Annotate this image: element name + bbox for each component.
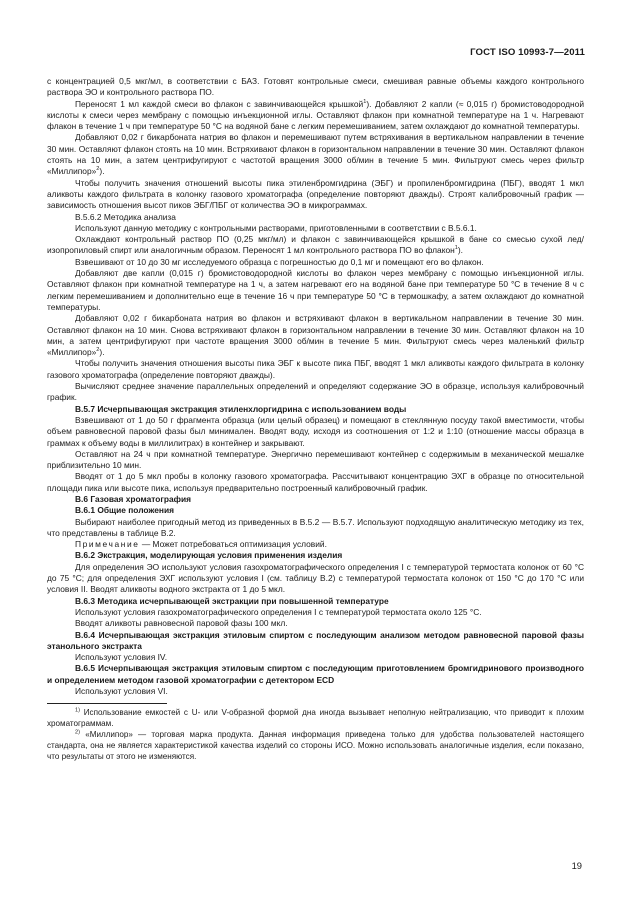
paragraph-text: Добавляют 0,02 г бикарбоната натрия во флакон и встряхивают флакон в вертикальном направлении в течение 30 мин. Оставляют флакон на 10 мин. Снова встряхивают флакон в горизонтальном направлении в течение 30 мин. Оставляют флакон на 10 мин, а затем центрифугируют при частоте вращения 3000 об/мин в течение 5 мин. Фильтруют смесь через маленький фильтр «Миллипор» xyxy=(47,313,584,358)
footnote-mark: 2) xyxy=(75,729,80,736)
paragraph-text: Добавляют 0,02 г бикарбоната натрия во флакон и перемешивают путем встряхивания в вертикальном направлении в течение 30 мин. Оставляют флакон стоять на 10 мин. Встряхивают флакон в горизонтальном направлении в течение 30 мин. Оставляют флакон стоять на 10 мин, а затем центрифугируют с частотой вращения 3000 об/мин в течение 5 мин. Фильтруют смесь через фильтр «Миллипор» xyxy=(47,132,584,177)
footnote-text: «Миллипор» — торговая марка продукта. Данная информация приведена только для удобства пользователей настоящего стандарта, она не является характеристикой качества изделий со стороны ИСО. Можно использовать аналогичные изделия, если показано, что результаты от этого не изменяются. xyxy=(47,729,584,761)
footnote-ref: 2 xyxy=(96,166,100,173)
paragraph: Используют условия VI. xyxy=(75,686,168,697)
paragraph: Для определения ЭО используют условия газохроматографического определения I с температурой термостата колонок от 60 °С до 75 °С; для определения ЭХГ используют условия I (см. таблицу В.2) с температурой термостата колонок от 150 °С до 170 °С или условия II. Вводят аликвоты водного экстракта от 1 до 5 мкл. xyxy=(47,561,584,595)
paragraph: Чтобы получить значения отношений высоты пика этиленбромгидрина (ЭБГ) и пропиленбромгидрина (ПБГ), вводят 1 мкл аликвоты каждого фильтрата в колонку газового хроматографа (определение повторяют дважды). Строят калибровочный график — зависимость отношения высот пиков ЭБГ/ПБГ от количества ЭО в микрограммах. xyxy=(47,177,584,211)
paragraph: Чтобы получить значения отношения высоты пика ЭБГ к высоте пика ПБГ, вводят 1 мкл аликвоты каждого фильтрата в колонку газового хроматографа (определение повторяют дважды). xyxy=(47,358,584,380)
footnote-mark: 1) xyxy=(75,707,80,714)
section-heading: В.6.3 Методика исчерпывающей экстракции при повышенной температуре xyxy=(75,595,389,606)
paragraph: Используют данную методику с контрольными растворами, приготовленными в соответствии с В.5.6.1. xyxy=(75,222,477,233)
paragraph: Добавляют две капли (0,015 г) бромистоводородной кислоты во флакон через мембрану с помощью инъекционной иглы. Оставляют флакон при комнатной температуре на 1 ч, а затем нагревают его на водяной бане при температуре 50 °С в течение 8 ч с легким перемешиванием и дополнительно еще в течение 16 ч при температуре 50 °С в термошкафу, а затем охлаждают до комнатной температуры. xyxy=(47,268,584,312)
paragraph-text: Охлаждают контрольный раствор ПО (0,25 мкг/мл) и флакон с завинчивающейся крышкой в бане со смесью сухой лед/изопропиловый спирт или аналогичным образом. Переносят 1 мл контрольного раствора ПО во флакон xyxy=(47,234,584,256)
paragraph: Взвешивают от 1 до 50 г фрагмента образца (или целый образец) и помещают в стеклянную посуду такой вместимости, чтобы объем равновесной паровой фазы был минимален. Вводят воду, исходя из соотношения от 1:2 и 1:10 (отношение массы образца в граммах к объему воды в миллилитрах) в контейнер и закрывают. xyxy=(47,414,584,448)
paragraph xyxy=(47,99,584,133)
section-heading: В.6.1 Общие положения xyxy=(75,505,174,516)
paragraph: Взвешивают от 10 до 30 мг исследуемого образца с погрешностью до 0,1 мг и помещают его во флакон. xyxy=(75,256,484,267)
paragraph-text: ). Добавляют 2 капли (≈ 0,015 г) бромистоводородной кислоты к смеси через мембрану с помощью инъекционной иглы. Оставляют флакон при комнатной температуре на 1 ч. Нагревают флакон в течение 1 ч при температуре 50 °С на водяной бане с легким перемешиванием, затем охлаждают до комнатной температуры. xyxy=(47,98,585,132)
paragraph: Используют условия газохроматографического определения I с температурой термостата около 125 °С. xyxy=(75,606,482,617)
paragraph: Выбирают наиболее пригодный метод из приведенных в В.5.2 — В.5.7. Используют подходящую аналитическую методику из тех, что представлены в таблице В.2. xyxy=(47,516,584,538)
paragraph-text: ). xyxy=(99,166,105,177)
section-heading: В.6.4 Исчерпывающая экстракция этиловым спиртом с последующим анализом методом равновесной паровой фазы этанольного экстракта xyxy=(47,629,584,651)
paragraph: Вводят от 1 до 5 мкл пробы в колонку газового хроматографа. Рассчитывают концентрацию ЭХГ в образце по относительной площади пика или высоте пика, используя предварительно построенный калибровочный график. xyxy=(47,471,584,493)
footnote-divider xyxy=(47,703,167,704)
paragraph: Вводят аликвоты равновесной паровой фазы 100 мкл. xyxy=(75,618,288,629)
note-text: — Может потребоваться оптимизация условий. xyxy=(141,539,327,550)
footnote-ref: 1 xyxy=(363,98,367,105)
paragraph: Вычисляют среднее значение параллельных определений и определяют содержание ЭО в образце, используя калибровочный график. xyxy=(47,381,584,403)
paragraph xyxy=(47,132,584,177)
paragraph-text: ). xyxy=(99,347,105,358)
note xyxy=(47,539,584,550)
footnote xyxy=(47,708,584,730)
section-heading: В.5.7 Исчерпывающая экстракция этиленхлоргидрина с использованием воды xyxy=(75,403,407,414)
footnote-text: Использование емкостей с U- или V-образной формой дна иногда вызывает неполную нейтрализацию, что приводит к плохим хроматограммам. xyxy=(47,708,584,729)
footnote xyxy=(47,730,584,762)
footnote-ref: 1 xyxy=(454,245,458,252)
paragraph: с концентрацией 0,5 мкг/мл, в соответствии с БАЗ. Готовят контрольные смеси, смешивая равные объемы каждого контрольного раствора ЭО и контрольного раствора ПО. xyxy=(47,76,584,98)
paragraph xyxy=(47,234,584,257)
paragraph-text: ). xyxy=(457,245,464,256)
note-label: Примечание xyxy=(75,539,140,550)
standard-code-header: ГОСТ ISO 10993-7—2011 xyxy=(470,47,585,58)
document-body xyxy=(47,76,584,762)
paragraph xyxy=(47,313,584,358)
paragraph: Оставляют на 24 ч при комнатной температуре. Энергично перемешивают контейнер с содержимым в механической мешалке приблизительно 10 мин. xyxy=(47,448,584,471)
section-heading: В.6 Газовая хроматография xyxy=(75,493,191,504)
subsection-heading: В.5.6.2 Методика анализа xyxy=(75,211,176,222)
footnote-ref: 2 xyxy=(96,347,100,354)
section-heading: В.6.5 Исчерпывающая экстракция этиловым спиртом с последующим приготовлением бромгидринового производного и определением методом газовой хроматографии с детектором ЕСD xyxy=(47,663,584,685)
page-number: 19 xyxy=(571,860,582,871)
section-heading: В.6.2 Экстракция, моделирующая условия применения изделия xyxy=(75,550,343,561)
paragraph: Используют условия IV. xyxy=(75,652,168,663)
paragraph-text: Переносят 1 мл каждой смеси во флакон с завинчивающейся крышкой xyxy=(75,98,364,109)
